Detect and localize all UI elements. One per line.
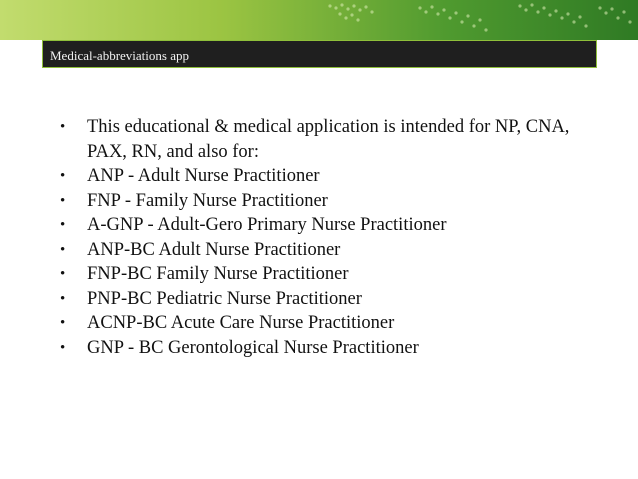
list-item-text: PNP-BC Pediatric Nurse Practitioner	[87, 288, 362, 309]
list-item-text: A-GNP - Adult-Gero Primary Nurse Practitioner	[87, 215, 447, 235]
list-item	[60, 238, 580, 263]
list-item	[60, 213, 580, 238]
list-item	[60, 189, 580, 214]
world-map-icon	[0, 0, 638, 40]
list-item	[60, 115, 580, 164]
list-item	[60, 287, 580, 312]
list-item	[60, 311, 580, 336]
title-bar	[42, 40, 597, 68]
bullet-icon: •	[60, 168, 66, 184]
list-item-text: ANP - Adult Nurse Practitioner	[87, 166, 320, 186]
bullet-icon: •	[60, 119, 66, 135]
list-item-text: ANP-BC Adult Nurse Practitioner	[87, 239, 341, 260]
list-item-text: FNP-BC Family Nurse Practitioner	[87, 264, 349, 284]
page-title: Medical-abbreviations app	[50, 48, 189, 63]
list-item-text: ACNP-BC Acute Care Nurse Practitioner	[87, 313, 395, 333]
bullet-icon: •	[60, 241, 66, 258]
list-item-text: GNP - BC Gerontological Nurse Practitioner	[87, 337, 419, 358]
bullet-list	[60, 115, 580, 360]
bullet-icon: •	[60, 266, 66, 282]
bullet-icon: •	[60, 315, 66, 331]
list-item	[60, 164, 580, 189]
list-item-text: FNP - Family Nurse Practitioner	[87, 190, 328, 211]
list-item	[60, 262, 580, 287]
bullet-icon: •	[60, 290, 66, 307]
list-item	[60, 336, 580, 361]
bullet-icon: •	[60, 339, 66, 356]
header-band	[0, 0, 638, 40]
bullet-icon: •	[60, 192, 66, 209]
bullet-icon: •	[60, 217, 66, 233]
list-item-text: This educational & medical application is intended for NP, CNA, PAX, RN, and also for:	[87, 117, 570, 162]
